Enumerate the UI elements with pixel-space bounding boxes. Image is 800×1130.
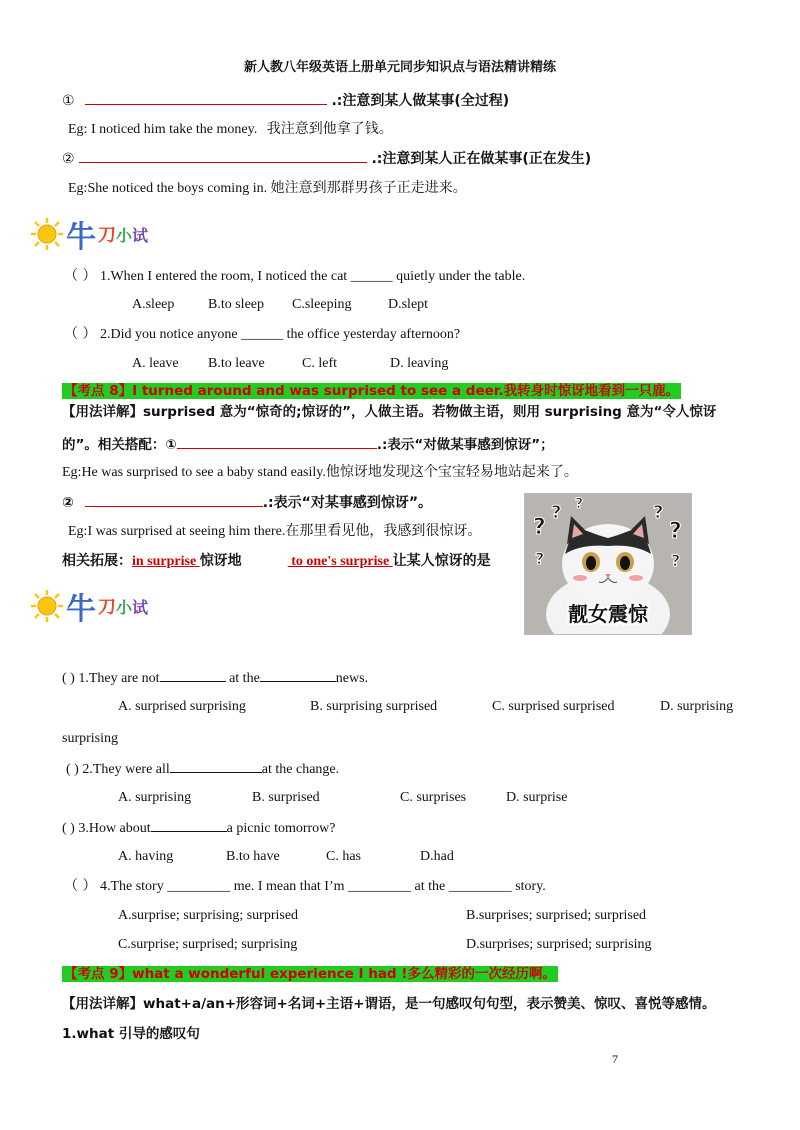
option-c: C. surprises (400, 790, 467, 805)
kaodian-8-item-2 (62, 492, 432, 513)
svg-text:?: ? (669, 519, 682, 544)
example-chinese: 他惊讶地发现这个宝宝轻易地站起来了。 (325, 464, 578, 480)
item-description: .:注意到某人做某事(全过程) (331, 93, 510, 109)
quiz2-question-2 (66, 758, 339, 780)
logo-char-shi: 试 (132, 597, 149, 617)
extension-head: 相关拓展： (62, 553, 132, 569)
kaodian-9-subheading: 1.what 引导的感叹句 (62, 1026, 200, 1042)
kaodian-8-example-2 (68, 521, 481, 542)
option-a: A.surprise; surprising; surprised (118, 908, 299, 923)
answer-blank (79, 148, 367, 163)
answer-paren: ( ) (62, 821, 75, 836)
option-d: D.had (420, 849, 454, 864)
question-text: 4.The story _________ me. I mean that I’m _________ at the _________ story. (99, 879, 546, 894)
quiz2-question-4 (64, 876, 546, 897)
quiz1-question-1 (64, 266, 525, 287)
option-b: B.to leave (208, 356, 265, 371)
example-english: Eg:She noticed the boys coming in. (68, 181, 268, 196)
question-text: 2.Did you notice anyone ______ the office yesterday afternoon? (99, 327, 461, 342)
question-text: 1.When I entered the room, I noticed the cat ______ quietly under the table. (99, 269, 526, 284)
option-b: B.to have (226, 849, 280, 864)
logo-char-shi: 试 (132, 225, 149, 245)
logo-char-dao: 刀 (98, 597, 116, 618)
detail-head: 【用法详解】 (62, 404, 143, 420)
extension-meaning-1: 惊讶地 (199, 553, 242, 569)
answer-blank (160, 667, 226, 682)
question-text-b: at the change. (261, 762, 340, 777)
option-a: A. leave (132, 356, 179, 371)
option-d: D.surprises; surprised; surprising (466, 937, 652, 952)
item-number: ② (62, 495, 74, 511)
notice-item-1 (62, 90, 509, 111)
notice-example-2 (68, 178, 467, 199)
logo-char-niu: 牛 (66, 592, 96, 627)
sun-icon (30, 589, 64, 623)
example-english: Eg: I noticed him take the money. (68, 122, 258, 137)
option-d: D. leaving (390, 356, 449, 371)
svg-text:?: ? (653, 502, 664, 523)
logo-char-xiao: 小 (116, 597, 133, 617)
question-text-a: 1.They are not (78, 671, 160, 686)
option-c: C.sleeping (292, 297, 352, 312)
answer-blank (151, 817, 227, 832)
kaodian-9-title (62, 964, 558, 985)
kaodian-8-detail-2 (62, 434, 554, 455)
sun-icon (30, 217, 64, 251)
practice-section-logo-1 (30, 212, 148, 256)
option-d: D.slept (388, 297, 429, 312)
logo-char-niu: 牛 (66, 220, 96, 255)
item-description: .:注意到某人正在做某事(正在发生) (371, 151, 592, 167)
item-description: .:表示“对某事感到惊讶”。 (262, 495, 433, 511)
option-b: B.to sleep (208, 297, 264, 312)
logo-char-xiao: 小 (116, 225, 133, 245)
svg-text:?: ? (551, 502, 562, 523)
question-text-c: news. (335, 671, 369, 686)
answer-paren: （ ） (64, 268, 97, 284)
answer-paren: （ ） (64, 878, 97, 894)
example-english: Eg:He was surprised to see a baby stand easily. (62, 465, 326, 480)
cat-caption: 靓女震惊 (568, 602, 648, 626)
kaodian-9-title-text: 【考点 9】what a wonderful experience I had !多么精彩的一次经历啊。 (64, 966, 556, 982)
option-d: D. surprising (660, 699, 734, 714)
option-c: C. surprised surprised (492, 699, 615, 714)
detail-text: 的”。相关搭配：① (62, 437, 177, 453)
quiz2-question-1-option-wrap: surprising (62, 731, 118, 746)
answer-blank (85, 492, 263, 507)
logo-char-dao: 刀 (98, 225, 116, 246)
kaodian-8-detail-1 (62, 402, 716, 422)
example-english: Eg:I was surprised at seeing him there. (68, 524, 286, 539)
option-a: A. surprising (118, 790, 192, 805)
quiz2-question-3 (62, 817, 336, 839)
example-chinese: 她注意到那群男孩子正走进来。 (270, 180, 467, 196)
option-b: B.surprises; surprised; surprised (466, 908, 647, 923)
detail-desc: .:表示“对做某事感到惊讶”； (376, 437, 554, 453)
surprised-cat-image (524, 493, 692, 635)
item-number: ② (62, 151, 75, 167)
option-c: C.surprise; surprised; surprising (118, 937, 298, 952)
question-text-a: 2.They were all (82, 762, 170, 777)
kaodian-8-extension (62, 551, 491, 572)
kaodian-9-detail: 【用法详解】what+a/an+形容词+名词+主语+谓语，是一句感叹句句型，表示赞美、惊叹、喜悦等感情。 (62, 996, 716, 1012)
question-text-b: at the (229, 671, 260, 686)
quiz1-question-2 (64, 324, 460, 345)
example-chinese: 在那里看见他，我感到很惊讶。 (285, 523, 482, 539)
quiz2-question-1 (62, 667, 368, 689)
answer-blank (170, 758, 262, 773)
extension-meaning-2: 让某人惊讶的是 (392, 553, 491, 569)
kaodian-8-title-text: 【考点 8】I turned around and was surprised to see a deer.我转身时惊讶地看到一只鹿。 (64, 383, 680, 399)
detail-text: surprised 意为“惊奇的;惊讶的”，人做主语。若物做主语，则用 surprising 意为“令人惊讶 (143, 404, 717, 420)
page-header-title: 新人教八年级英语上册单元同步知识点与语法精讲精练 (243, 60, 556, 75)
answer-paren: ( ) (62, 671, 75, 686)
svg-text:?: ? (535, 549, 545, 568)
option-a: A. having (118, 849, 174, 864)
svg-text:?: ? (575, 496, 584, 512)
practice-section-logo-2 (30, 584, 148, 628)
notice-item-2 (62, 148, 591, 169)
kaodian-8-example-1 (62, 462, 578, 483)
notice-example-1 (68, 119, 393, 140)
answer-blank (177, 434, 377, 449)
extension-phrase-2: to one's surprise (287, 554, 393, 569)
svg-text:?: ? (671, 551, 681, 570)
example-chinese: 我注意到他拿了钱。 (266, 121, 393, 137)
answer-blank (85, 90, 327, 105)
option-c: C. left (302, 356, 337, 371)
kaodian-8-title (62, 381, 681, 402)
extension-phrase-1: in surprise (132, 554, 200, 569)
question-text-a: 3.How about (78, 821, 151, 836)
option-a: A.sleep (132, 297, 175, 312)
question-text-b: a picnic tomorrow? (226, 821, 336, 836)
option-b: B. surprising surprised (310, 699, 438, 714)
answer-paren: ( ) (66, 762, 79, 777)
item-number: ① (62, 93, 75, 109)
page-number: 7 (612, 1052, 618, 1066)
svg-text:?: ? (533, 515, 546, 540)
option-c: C. has (326, 849, 361, 864)
answer-paren: （ ） (64, 326, 97, 342)
answer-blank (260, 667, 336, 682)
option-d: D. surprise (506, 790, 568, 805)
option-a: A. surprised surprising (118, 699, 246, 714)
option-b: B. surprised (252, 790, 320, 805)
